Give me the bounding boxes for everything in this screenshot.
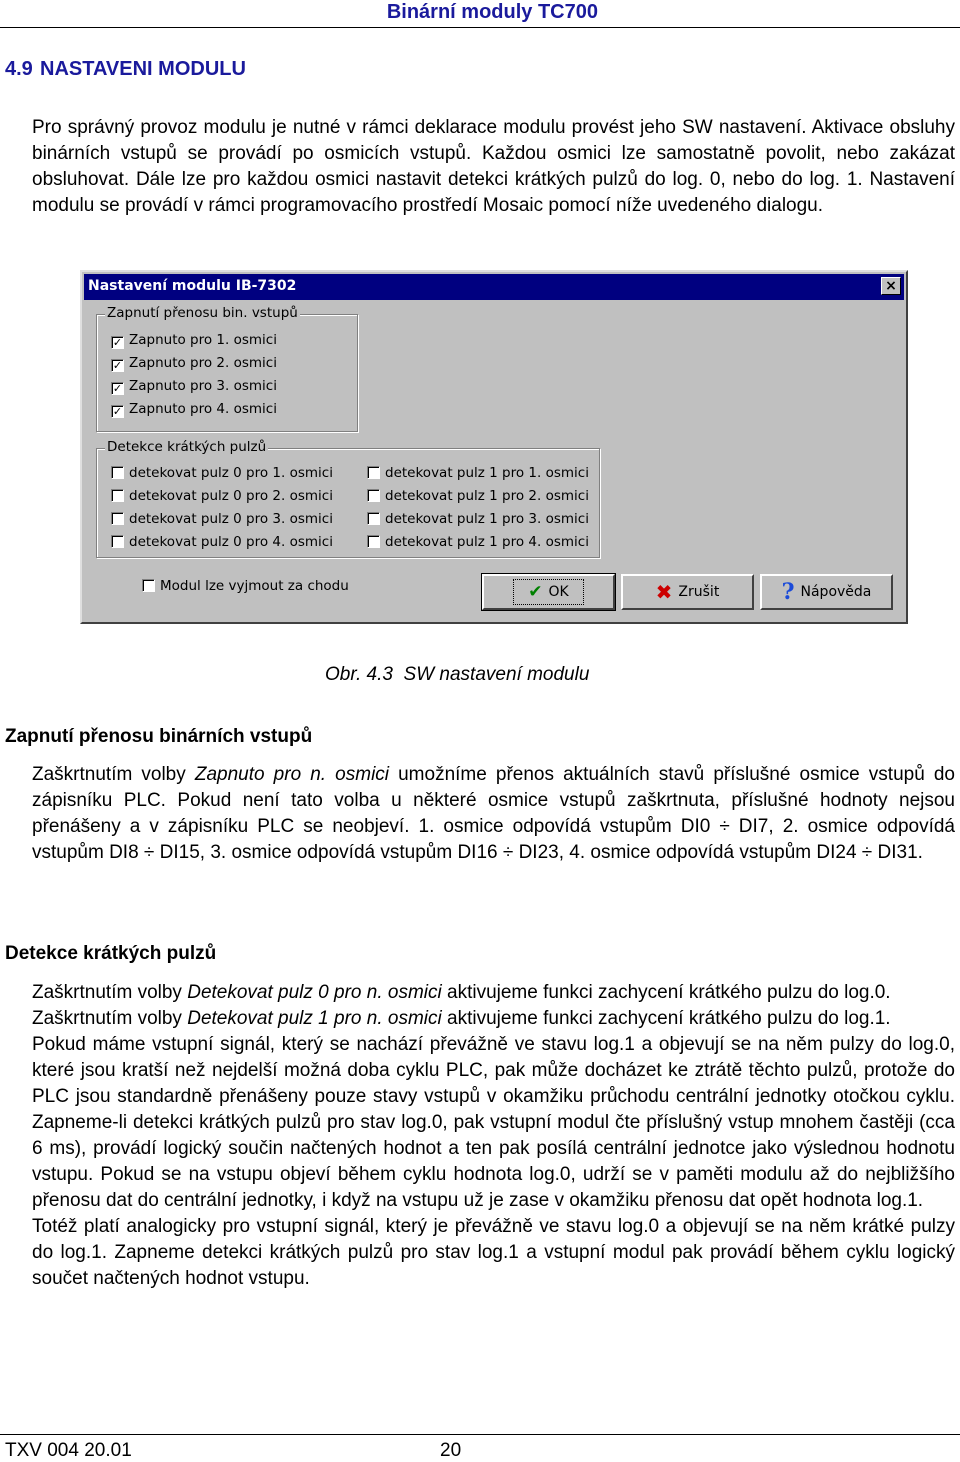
checkbox-icon[interactable] [367, 512, 380, 525]
checkbox-icon[interactable] [111, 489, 124, 502]
ok-button-label: OK [548, 584, 569, 600]
detect0-checkbox-1[interactable]: detekovat pulz 0 pro 1. osmici [111, 465, 333, 481]
dialog-title: Nastavení modulu IB-7302 [88, 278, 297, 294]
footer-rule [0, 1434, 960, 1435]
figure-caption: Obr. 4.3 SW nastavení modulu [325, 664, 590, 685]
transfer-group-label: Zapnutí přenosu bin. vstupů [107, 305, 298, 321]
transfer-checkbox-2[interactable]: ✓ Zapnuto pro 2. osmici [112, 355, 277, 372]
removable-checkbox[interactable]: Modul lze vyjmout za chodu [142, 578, 349, 594]
checkbox-icon[interactable] [367, 489, 380, 502]
checkbox-icon[interactable] [111, 535, 124, 548]
detect0-checkbox-3[interactable]: detekovat pulz 0 pro 3. osmici [111, 511, 333, 527]
checkbox-icon[interactable] [367, 466, 380, 479]
detect-group [96, 439, 600, 558]
cross-icon: ✖ [655, 580, 673, 604]
header-rule [0, 27, 960, 28]
checkbox-icon[interactable]: ✓ [112, 382, 123, 395]
detect0-paragraph: Zaškrtnutím volby Detekovat pulz 0 pro n. osmici aktivujeme funkci zachycení krátkého pulzu do log.0. [32, 982, 891, 1003]
running-header-title: Binární moduly TC700 [386, 1, 598, 23]
section-title: NASTAVENI MODULU [40, 58, 246, 80]
detect1-checkbox-3[interactable]: detekovat pulz 1 pro 3. osmici [367, 511, 589, 527]
detect1-checkbox-4[interactable]: detekovat pulz 1 pro 4. osmici [367, 534, 589, 550]
dialog-titlebar [84, 274, 904, 300]
settings-dialog [80, 270, 908, 624]
checkbox-icon[interactable] [111, 466, 124, 479]
checkbox-icon[interactable]: ✓ [112, 336, 123, 349]
detect1-checkbox-2[interactable]: detekovat pulz 1 pro 2. osmici [367, 488, 589, 504]
transfer-checkbox-3[interactable]: ✓ Zapnuto pro 3. osmici [112, 378, 277, 395]
heading-detect: Detekce krátkých pulzů [5, 943, 217, 964]
checkbox-icon[interactable] [111, 512, 124, 525]
explanation-paragraph-1: Pokud máme vstupní signál, který se nachází převážně ve stavu log.1 a objevují se na něm pulzy do log.0, které jsou kratší než nejdelší možná doba cyklu PLC, pak může docházet ke ztrátě těchto pulzů, protože do PLC jsou standardně přenášeny pouze stavy vstupů v okamžiku průchodu centrální jednotky otočkou cyklu. Zapneme-li detekci krátkých pulzů pro stav log.0, pak vstupní modul čte příslušný vstup mnohem častěji (cca 6 ms), provádí logický součin načtených hodnot a ten pak posílá centrální jednotce jako výslednou hodnotu vstupu. Pokud se na vstupu objeví během cyklu hodnota log.0, udrží se v paměti modulu až do nejbližšího přenosu dat do centrální jednotky, i když na vstupu už je zase v okamžiku přenosu dat opět hodnota log.1. [32, 1034, 955, 1211]
detect1-paragraph: Zaškrtnutím volby Detekovat pulz 1 pro n. osmici aktivujeme funkci zachycení krátkého pulzu do log.1. [32, 1008, 891, 1029]
detect1-checkbox-1[interactable]: detekovat pulz 1 pro 1. osmici [367, 465, 589, 481]
detect-group-label: Detekce krátkých pulzů [107, 439, 267, 455]
checkbox-icon[interactable]: ✓ [112, 359, 123, 372]
help-button[interactable] [760, 574, 893, 610]
transfer-checkbox-1[interactable]: ✓ Zapnuto pro 1. osmici [112, 332, 277, 349]
heading-transfer: Zapnutí přenosu binárních vstupů [5, 726, 313, 747]
cancel-button-label: Zrušit [678, 584, 720, 600]
footer-doc-number: TXV 004 20.01 [5, 1440, 132, 1461]
detect0-checkbox-2[interactable]: detekovat pulz 0 pro 2. osmici [111, 488, 333, 504]
checkbox-icon[interactable] [142, 579, 155, 592]
footer-page-number: 20 [440, 1440, 462, 1461]
explanation-paragraph-2: Totéž platí analogicky pro vstupní signál, který je převážně ve stavu log.0 a objevují se na něm krátké pulzy do log.1. Zapneme detekci krátkých pulzů pro stav log.1 a vstupní modul pak provádí během cyklu logický součet načtených hodnot vstupu. [32, 1216, 955, 1289]
ok-button[interactable] [482, 574, 615, 610]
close-icon[interactable]: × [881, 277, 901, 295]
detect0-checkbox-4[interactable]: detekovat pulz 0 pro 4. osmici [111, 534, 333, 550]
checkmark-icon: ✔ [528, 582, 543, 602]
section-number: 4.9 [5, 58, 33, 80]
help-button-label: Nápověda [800, 584, 872, 600]
detect-paragraphs [5, 980, 955, 1292]
transfer-group [96, 305, 358, 432]
transfer-checkbox-4[interactable]: ✓ Zapnuto pro 4. osmici [112, 401, 277, 418]
transfer-paragraph: Zaškrtnutím volby Zapnuto pro n. osmici umožníme přenos aktuálních stavů příslušné osmice vstupů do zápisníku PLC. Pokud není tato volba u některé osmice vstupů zaškrtnuta, příslušné hodnoty nejsou přenášeny a v zápisníku PLC se neobjeví. 1. osmice odpovídá vstupům DI0 ÷ DI7, 2. osmice odpovídá vstupům DI8 ÷ DI15, 3. osmice odpovídá vstupům DI16 ÷ DI23, 4. osmice odpovídá vstupům DI24 ÷ DI31. [32, 764, 955, 863]
checkbox-icon[interactable] [367, 535, 380, 548]
question-mark-icon: ? [781, 579, 795, 605]
cancel-button[interactable] [621, 574, 754, 610]
intro-paragraph: Pro správný provoz modulu je nutné v rámci deklarace modulu provést jeho SW nastavení. Aktivace obsluhy binárních vstupů se provádí po osmicích vstupů. Každou osmici lze samostatně povolit, nebo zakázat obsluhovat. Dále lze pro každou osmici nastavit detekci krátkých pulzů do log. 0, nebo do log. 1. Nastavení modulu se provádí v rámci programovacího prostředí Mosaic pomocí níže uvedeného dialogu. [32, 117, 955, 216]
checkbox-icon[interactable]: ✓ [112, 405, 123, 418]
